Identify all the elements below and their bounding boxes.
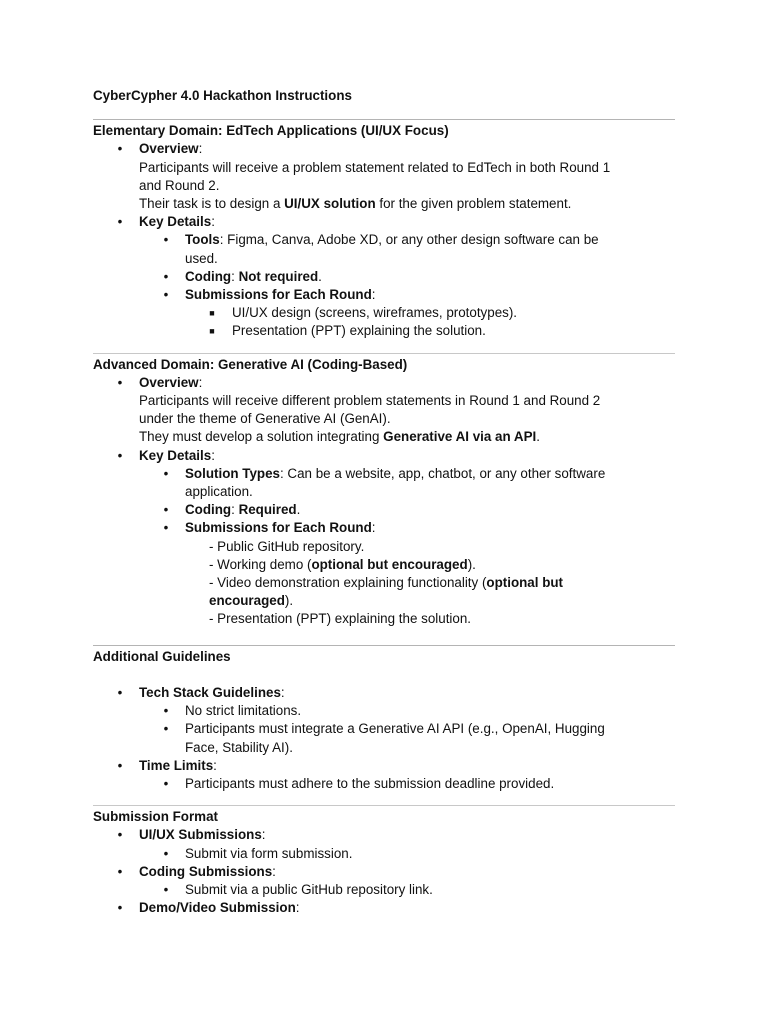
section-edtech [93,122,675,340]
text-run: Presentation (PPT) explaining the solution. [232,323,486,339]
text-run: Face, Stability AI). [185,739,293,755]
emphasis-text: encouraged [209,593,285,609]
bullet-dot-icon: • [163,232,169,248]
text-run: - Working demo ( [209,556,312,572]
item-label: Submissions for Each Round [185,287,372,303]
paragraph-line: Participants will receive a problem statement related to EdTech in both Round 1 [139,159,611,175]
square-bullet-icon: ■ [209,326,215,337]
text-run: Participants must integrate a Generative AI API (e.g., OpenAI, Hugging [185,721,605,737]
square-bullet-icon: ■ [209,308,215,319]
text-run: used. [185,250,218,266]
paragraph-line [93,195,675,213]
item-label: Coding [185,268,232,284]
section-divider [93,645,675,646]
list-item-tech-stack: • Tech Stack Guidelines: [93,684,675,702]
emphasis-text: optional but [486,575,564,591]
dash-line: - Presentation (PPT) explaining the solution. [209,611,472,627]
bullet-dot-icon: • [117,827,123,843]
bullet-list [93,140,675,340]
sub-list-item [93,881,675,899]
text-run: No strict limitations. [185,703,302,719]
section-heading: Advanced Domain: Generative AI (Coding-Based) [93,356,408,372]
bullet-dot-icon: • [163,881,169,897]
bullet-dot-icon: • [117,684,123,700]
list-item-time-limits: • Time Limits: [93,757,675,775]
bullet-dot-icon: • [117,214,123,230]
item-label: UI/UX Submissions [139,827,262,843]
sub-list-item [93,702,675,720]
bullet-dot-icon: • [163,775,169,791]
section-submission-format [93,808,675,917]
text-run: Submit via form submission. [185,845,353,861]
item-label: Coding Submissions [139,863,273,879]
text-run: for the given problem statement. [375,196,572,212]
sub-list-item [93,322,675,340]
bullet-list [93,684,675,793]
list-item-submissions: • Submissions for Each Round: [93,286,675,304]
list-item-coding: • Coding: Not required. [93,268,675,286]
text-run: - Video demonstration explaining functionality ( [209,575,487,591]
bullet-dot-icon: • [163,502,169,518]
text-run: Submit via a public GitHub repository link. [185,881,433,897]
sub-list-item [93,775,675,793]
list-item-key-details: • Key Details: [93,213,675,231]
item-label: Tech Stack Guidelines [139,684,281,700]
dash-line: - Public GitHub repository. [209,538,365,554]
list-item-submissions: • Submissions for Each Round: [93,519,675,537]
list-item-tools [93,231,675,267]
paragraph-line: and Round 2. [139,177,220,193]
list-item-uiux-submissions: • UI/UX Submissions: [93,826,675,844]
text-run: UI/UX design (screens, wireframes, prototypes). [232,305,518,321]
section-heading: Submission Format [93,809,218,825]
list-item-overview: • Overview: [93,374,675,392]
item-label: Overview [139,141,199,157]
list-item-key-details: • Key Details: [93,447,675,465]
section-divider [93,805,675,806]
text-run: They must develop a solution integrating [139,429,384,445]
section-heading: Elementary Domain: EdTech Applications (UI/UX Focus) [93,123,449,139]
text-run: . [536,429,540,445]
bullet-dot-icon: • [117,374,123,390]
sub-list-item [93,304,675,322]
list-item-overview: • Overview: [93,140,675,158]
emphasis-text: Not required [238,268,319,284]
emphasis-text: UI/UX solution [284,196,376,212]
sub-list-item [93,720,675,756]
list-item-coding: • Coding: Required. [93,501,675,519]
bullet-list [93,374,675,629]
item-label: Tools [185,232,220,248]
bullet-dot-icon: • [117,447,123,463]
bullet-dot-icon: • [163,703,169,719]
document-title: CyberCypher 4.0 Hackathon Instructions [93,88,352,103]
text-run: : Can be a website, app, chatbot, or any other software [279,465,606,481]
item-label: Solution Types [185,465,280,481]
item-label: Key Details [139,214,212,230]
text-run: application. [185,484,253,500]
bullet-dot-icon: • [163,287,169,303]
emphasis-text: Generative AI via an API [383,429,537,445]
text-run: ). [284,593,294,609]
sub-list-item [93,845,675,863]
section-heading: Additional Guidelines [93,648,231,664]
paragraph-line [93,428,675,446]
document-page [93,87,675,917]
text-run: Participants must adhere to the submission deadline provided. [185,775,555,791]
bullet-list [93,826,675,917]
bullet-dot-icon: • [117,900,123,916]
dash-line [93,556,675,574]
item-label: Coding [185,502,232,518]
emphasis-text: Required [238,502,297,518]
item-label: Overview [139,374,199,390]
text-run: ). [467,556,476,572]
list-item-demo-video: • Demo/Video Submission: [93,899,675,917]
bullet-dot-icon: • [117,141,123,157]
bullet-dot-icon: • [117,757,123,773]
item-label: Key Details [139,447,212,463]
list-item-solution-types [93,465,675,501]
item-label: Demo/Video Submission [139,900,296,916]
bullet-dot-icon: • [163,465,169,481]
section-guidelines [93,648,675,793]
bullet-dot-icon: • [163,845,169,861]
section-genai [93,356,675,629]
text-run: Their task is to design a [139,196,285,212]
section-divider [93,119,675,120]
dash-line [93,574,675,610]
item-label: Submissions for Each Round [185,520,372,536]
paragraph-line: Participants will receive different problem statements in Round 1 and Round 2 [139,393,601,409]
item-label: Time Limits [139,757,214,773]
bullet-dot-icon: • [163,721,169,737]
bullet-dot-icon: • [117,863,123,879]
list-item-coding-submissions: • Coding Submissions: [93,863,675,881]
section-divider [93,353,675,354]
paragraph-line: under the theme of Generative AI (GenAI). [139,411,391,427]
bullet-dot-icon: • [163,268,169,284]
text-run: : Figma, Canva, Adobe XD, or any other design software can be [219,232,599,248]
bullet-dot-icon: • [163,520,169,536]
emphasis-text: optional but encouraged [311,556,468,572]
